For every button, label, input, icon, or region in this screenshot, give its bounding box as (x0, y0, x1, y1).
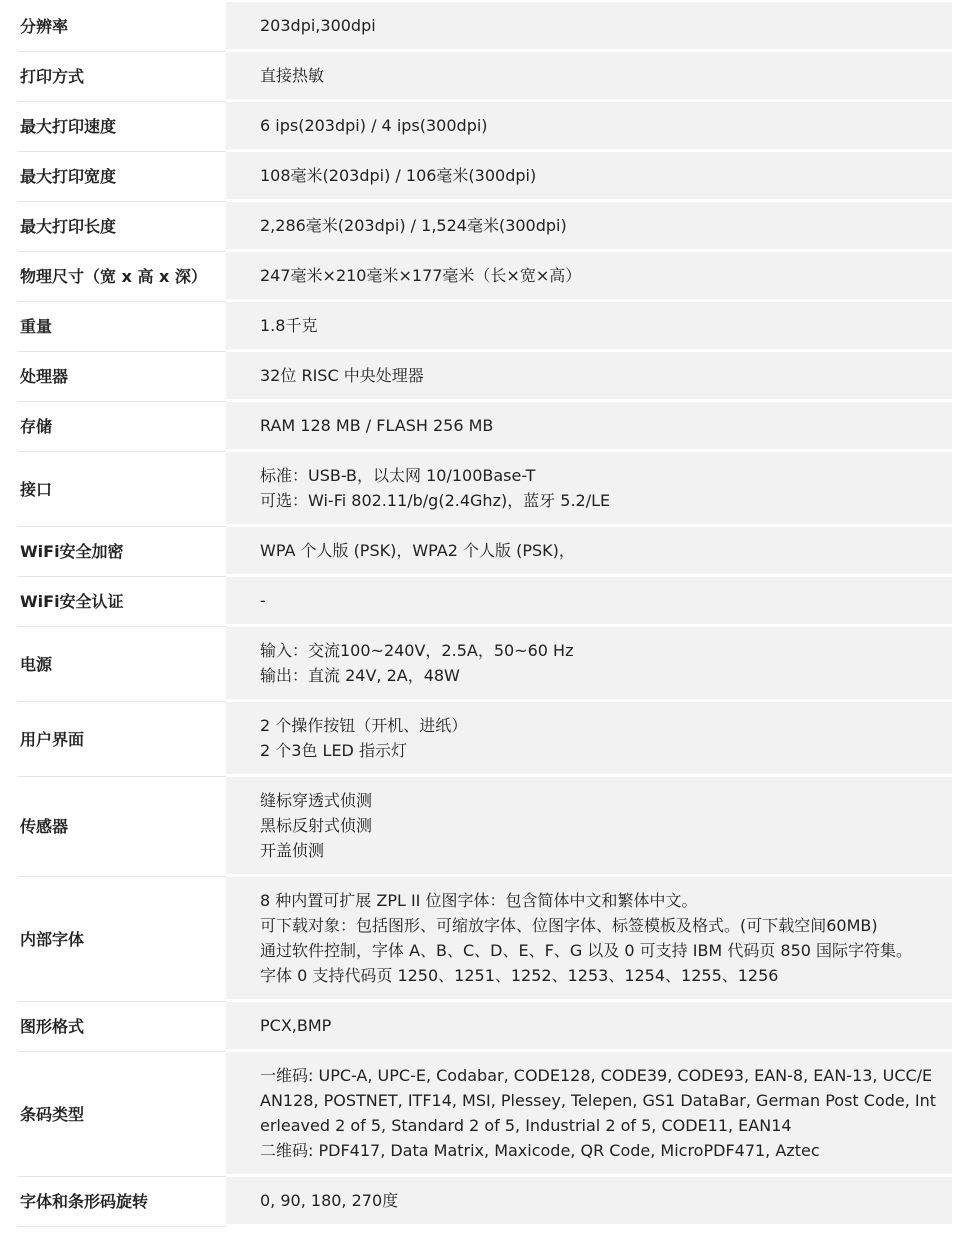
spec-row (18, 2, 952, 51)
spec-value (226, 1052, 952, 1174)
spec-value-line: 输出：直流 24V, 2A，48W (260, 666, 460, 685)
spec-row (18, 202, 952, 251)
spec-value-line: PCX,BMP (260, 1016, 332, 1035)
spec-label: 接口 (18, 452, 226, 524)
spec-value-line: 可下载对象：包括图形、可缩放字体、位图字体、标签模板及格式。(可下载空间60MB) (260, 916, 878, 935)
spec-value (226, 252, 952, 299)
spec-value-line: WPA 个人版 (PSK)，WPA2 个人版 (PSK)， (260, 541, 575, 560)
spec-value (226, 352, 952, 399)
spec-row (18, 527, 952, 576)
spec-row (18, 102, 952, 151)
spec-value-line: 203dpi,300dpi (260, 16, 376, 35)
spec-value (226, 152, 952, 199)
spec-value (226, 1002, 952, 1049)
spec-label: 打印方式 (18, 52, 226, 99)
spec-value (226, 702, 952, 774)
spec-label: 最大打印宽度 (18, 152, 226, 199)
spec-value (226, 527, 952, 574)
spec-label: WiFi安全加密 (18, 527, 226, 574)
spec-value-line: 2 个3色 LED 指示灯 (260, 741, 407, 760)
spec-value-line: 0, 90, 180, 270度 (260, 1191, 399, 1210)
spec-value (226, 777, 952, 874)
spec-row (18, 52, 952, 101)
spec-row (18, 352, 952, 401)
spec-label: 字体和条形码旋转 (18, 1177, 226, 1224)
spec-row (18, 252, 952, 301)
spec-row (18, 702, 952, 776)
spec-label: 物理尺寸（宽 x 高 x 深） (18, 252, 226, 299)
spec-label: 条码类型 (18, 1052, 226, 1174)
spec-value-line: 字体 0 支持代码页 1250、1251、1252、1253、1254、1255、1256 (260, 966, 779, 985)
spec-label: 传感器 (18, 777, 226, 874)
spec-value-line: 二维码: PDF417, Data Matrix, Maxicode, QR Code, MicroPDF471, Aztec (260, 1141, 820, 1160)
spec-row (18, 302, 952, 351)
spec-value-line: 直接热敏 (260, 66, 325, 85)
spec-label: 最大打印长度 (18, 202, 226, 249)
spec-value-line: 一维码: UPC-A, UPC-E, Codabar, CODE128, CODE39, CODE93, EAN-8, EAN-13, UCC/EAN128, POSTNET, ITF14, MSI, Plessey, Telepen, GS1 DataBar, German Post Code, Interleaved 2 of 5, Standard 2 of 5, Industrial 2 of 5, CODE11, EAN14 (260, 1066, 937, 1135)
spec-row (18, 402, 952, 451)
spec-value-line: 32位 RISC 中央处理器 (260, 366, 424, 385)
spec-row (18, 452, 952, 526)
spec-row (18, 577, 952, 626)
spec-label: 分辨率 (18, 2, 226, 49)
spec-label: 重量 (18, 302, 226, 349)
spec-value-line: 通过软件控制，字体 A、B、C、D、E、F、G 以及 0 可支持 IBM 代码页 850 国际字符集。 (260, 941, 913, 960)
spec-row (18, 877, 952, 1001)
spec-label: 图形格式 (18, 1002, 226, 1049)
spec-row (18, 1177, 952, 1226)
spec-value (226, 102, 952, 149)
spec-value-line: 2,286毫米(203dpi) / 1,524毫米(300dpi) (260, 216, 567, 235)
spec-label: 内部字体 (18, 877, 226, 999)
spec-table (18, 2, 952, 1227)
spec-row (18, 152, 952, 201)
spec-value (226, 1177, 952, 1224)
spec-value (226, 877, 952, 999)
spec-row (18, 627, 952, 701)
spec-value (226, 627, 952, 699)
spec-value-line: 标准：USB-B，以太网 10/100Base-T (260, 466, 536, 485)
spec-value-line: RAM 128 MB / FLASH 256 MB (260, 416, 494, 435)
spec-value-line: 缝标穿透式侦测 (260, 791, 373, 810)
spec-label: 电源 (18, 627, 226, 699)
spec-value-line: 开盖侦测 (260, 841, 325, 860)
spec-value (226, 577, 952, 624)
spec-value (226, 202, 952, 249)
spec-label: 存储 (18, 402, 226, 449)
spec-value (226, 402, 952, 449)
spec-value-line: 黑标反射式侦测 (260, 816, 373, 835)
spec-row (18, 1052, 952, 1176)
spec-value (226, 302, 952, 349)
spec-value (226, 452, 952, 524)
spec-label: 处理器 (18, 352, 226, 399)
spec-value-line: 输入：交流100~240V，2.5A，50~60 Hz (260, 641, 574, 660)
spec-value-line: 1.8千克 (260, 316, 318, 335)
spec-label: 用户界面 (18, 702, 226, 774)
spec-value-line: 6 ips(203dpi) / 4 ips(300dpi) (260, 116, 488, 135)
spec-value-line: 2 个操作按钮（开机、进纸） (260, 716, 468, 735)
spec-value-line: 247毫米×210毫米×177毫米（长×宽×高） (260, 266, 582, 285)
spec-value (226, 52, 952, 99)
row-divider (18, 1226, 226, 1227)
spec-label: WiFi安全认证 (18, 577, 226, 624)
spec-value-line: 8 种内置可扩展 ZPL II 位图字体：包含简体中文和繁体中文。 (260, 891, 698, 910)
spec-value-line: 可选：Wi-Fi 802.11/b/g(2.4Ghz)，蓝牙 5.2/LE (260, 491, 611, 510)
spec-row (18, 1002, 952, 1051)
spec-label: 最大打印速度 (18, 102, 226, 149)
spec-row (18, 777, 952, 876)
spec-value (226, 2, 952, 49)
spec-value-line: 108毫米(203dpi) / 106毫米(300dpi) (260, 166, 537, 185)
spec-value-line: - (260, 591, 266, 610)
